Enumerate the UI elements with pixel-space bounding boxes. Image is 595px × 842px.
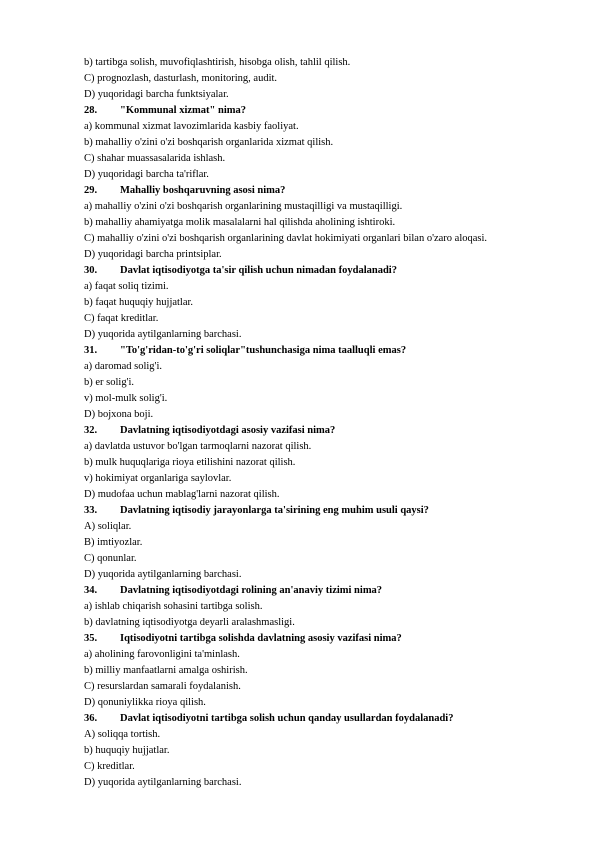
question-line: [84, 103, 564, 119]
answer-option-line: [84, 359, 564, 375]
question-number: 34.: [84, 585, 98, 596]
question-line: [84, 631, 564, 647]
option-text: C) shahar muassasalarida ishlash.: [84, 153, 226, 164]
answer-option-line: [84, 135, 564, 151]
option-text: a) aholining farovonligini ta'minlash.: [84, 649, 240, 660]
answer-option-line: [84, 535, 564, 551]
answer-option-line: [84, 471, 564, 487]
option-text: D) mudofaa uchun mablag'larni nazorat qilish.: [84, 489, 280, 500]
question-number: 33.: [84, 505, 98, 516]
answer-option-line: [84, 311, 564, 327]
option-text: D) qonuniylikka rioya qilish.: [84, 697, 206, 708]
answer-option-line: [84, 199, 564, 215]
option-text: a) daromad solig'i.: [84, 361, 162, 372]
question-number: 35.: [84, 633, 98, 644]
question-number: 30.: [84, 265, 98, 276]
option-text: b) faqat huquqiy hujjatlar.: [84, 297, 194, 308]
answer-option-line: [84, 87, 564, 103]
question-line: [84, 583, 564, 599]
answer-option-line: [84, 679, 564, 695]
answer-option-line: [84, 551, 564, 567]
option-text: C) qonunlar.: [84, 553, 137, 564]
answer-option-line: [84, 647, 564, 663]
answer-option-line: [84, 55, 564, 71]
option-text: b) mulk huquqlariga rioya etilishini nazorat qilish.: [84, 457, 296, 468]
question-line: [84, 711, 564, 727]
question-line: [84, 423, 564, 439]
answer-option-line: [84, 439, 564, 455]
question-number: 31.: [84, 345, 98, 356]
answer-option-line: [84, 695, 564, 711]
answer-option-line: [84, 487, 564, 503]
option-text: C) faqat kreditlar.: [84, 313, 159, 324]
option-text: C) kreditlar.: [84, 761, 135, 772]
option-text: A) soliqlar.: [84, 521, 132, 532]
option-text: a) mahalliy o'zini o'zi boshqarish organlarining mustaqilligi va mustaqilligi.: [84, 201, 403, 212]
option-text: D) yuqoridagi barcha funktsiyalar.: [84, 89, 229, 100]
question-number: 32.: [84, 425, 98, 436]
answer-option-line: [84, 775, 564, 791]
answer-option-line: [84, 119, 564, 135]
answer-option-line: [84, 743, 564, 759]
answer-option-line: [84, 327, 564, 343]
answer-option-line: [84, 295, 564, 311]
option-text: D) yuqorida aytilganlarning barchasi.: [84, 777, 242, 788]
answer-option-line: [84, 375, 564, 391]
answer-option-line: [84, 279, 564, 295]
option-text: b) huquqiy hujjatlar.: [84, 745, 170, 756]
question-text: Davlatning iqtisodiy jarayonlarga ta'sirining eng muhim usuli qaysi?: [120, 505, 429, 516]
option-text: D) yuqorida aytilganlarning barchasi.: [84, 329, 242, 340]
answer-option-line: [84, 663, 564, 679]
answer-option-line: [84, 615, 564, 631]
answer-option-line: [84, 247, 564, 263]
document-page: [84, 55, 564, 791]
answer-option-line: [84, 407, 564, 423]
question-number: 36.: [84, 713, 98, 724]
option-text: v) mol-mulk solig'i.: [84, 393, 168, 404]
question-text: Davlatning iqtisodiyotdagi rolining an'anaviy tizimi nima?: [120, 585, 383, 596]
option-text: C) mahalliy o'zini o'zi boshqarish organlarining davlat hokimiyati organlari bilan o'zaro aloqasi.: [84, 233, 488, 244]
answer-option-line: [84, 167, 564, 183]
option-text: b) mahalliy o'zini o'zi boshqarish organlarida xizmat qilish.: [84, 137, 334, 148]
answer-option-line: [84, 455, 564, 471]
question-number: 29.: [84, 185, 98, 196]
question-line: [84, 263, 564, 279]
answer-option-line: [84, 599, 564, 615]
option-text: C) prognozlash, dasturlash, monitoring, audit.: [84, 73, 278, 84]
option-text: b) milliy manfaatlarni amalga oshirish.: [84, 665, 248, 676]
option-text: D) yuqoridagi barcha printsiplar.: [84, 249, 222, 260]
option-text: v) hokimiyat organlariga saylovlar.: [84, 473, 232, 484]
answer-option-line: [84, 151, 564, 167]
option-text: b) davlatning iqtisodiyotga deyarli aralashmasligi.: [84, 617, 295, 628]
option-text: b) mahalliy ahamiyatga molik masalalarni hal qilishda aholining ishtiroki.: [84, 217, 396, 228]
option-text: D) bojxona boji.: [84, 409, 154, 420]
question-text: "Kommunal xizmat" nima?: [120, 105, 246, 116]
answer-option-line: [84, 231, 564, 247]
answer-option-line: [84, 727, 564, 743]
option-text: a) ishlab chiqarish sohasini tartibga solish.: [84, 601, 263, 612]
question-line: [84, 183, 564, 199]
question-text: Davlat iqtisodiyotga ta'sir qilish uchun nimadan foydalanadi?: [120, 265, 397, 276]
option-text: a) kommunal xizmat lavozimlarida kasbiy faoliyat.: [84, 121, 299, 132]
question-line: [84, 343, 564, 359]
answer-option-line: [84, 759, 564, 775]
question-text: Iqtisodiyotni tartibga solishda davlatning asosiy vazifasi nima?: [120, 633, 402, 644]
question-text: Davlatning iqtisodiyotdagi asosiy vazifasi nima?: [120, 425, 336, 436]
option-text: b) er solig'i.: [84, 377, 135, 388]
option-text: a) davlatda ustuvor bo'lgan tarmoqlarni nazorat qilish.: [84, 441, 312, 452]
question-text: Mahalliy boshqaruvning asosi nima?: [120, 185, 286, 196]
option-text: A) soliqqa tortish.: [84, 729, 161, 740]
question-number: 28.: [84, 105, 98, 116]
answer-option-line: [84, 519, 564, 535]
question-text: Davlat iqtisodiyotni tartibga solish uchun qanday usullardan foydalanadi?: [120, 713, 454, 724]
option-text: b) tartibga solish, muvofiqlashtirish, hisobga olish, tahlil qilish.: [84, 57, 351, 68]
question-text: "To'g'ridan-to'g'ri soliqlar"tushunchasiga nima taalluqli emas?: [120, 345, 407, 356]
option-text: D) yuqorida aytilganlarning barchasi.: [84, 569, 242, 580]
answer-option-line: [84, 391, 564, 407]
question-line: [84, 503, 564, 519]
option-text: a) faqat soliq tizimi.: [84, 281, 169, 292]
answer-option-line: [84, 567, 564, 583]
option-text: C) resurslardan samarali foydalanish.: [84, 681, 241, 692]
answer-option-line: [84, 215, 564, 231]
option-text: D) yuqoridagi barcha ta'riflar.: [84, 169, 209, 180]
answer-option-line: [84, 71, 564, 87]
option-text: B) imtiyozlar.: [84, 537, 143, 548]
